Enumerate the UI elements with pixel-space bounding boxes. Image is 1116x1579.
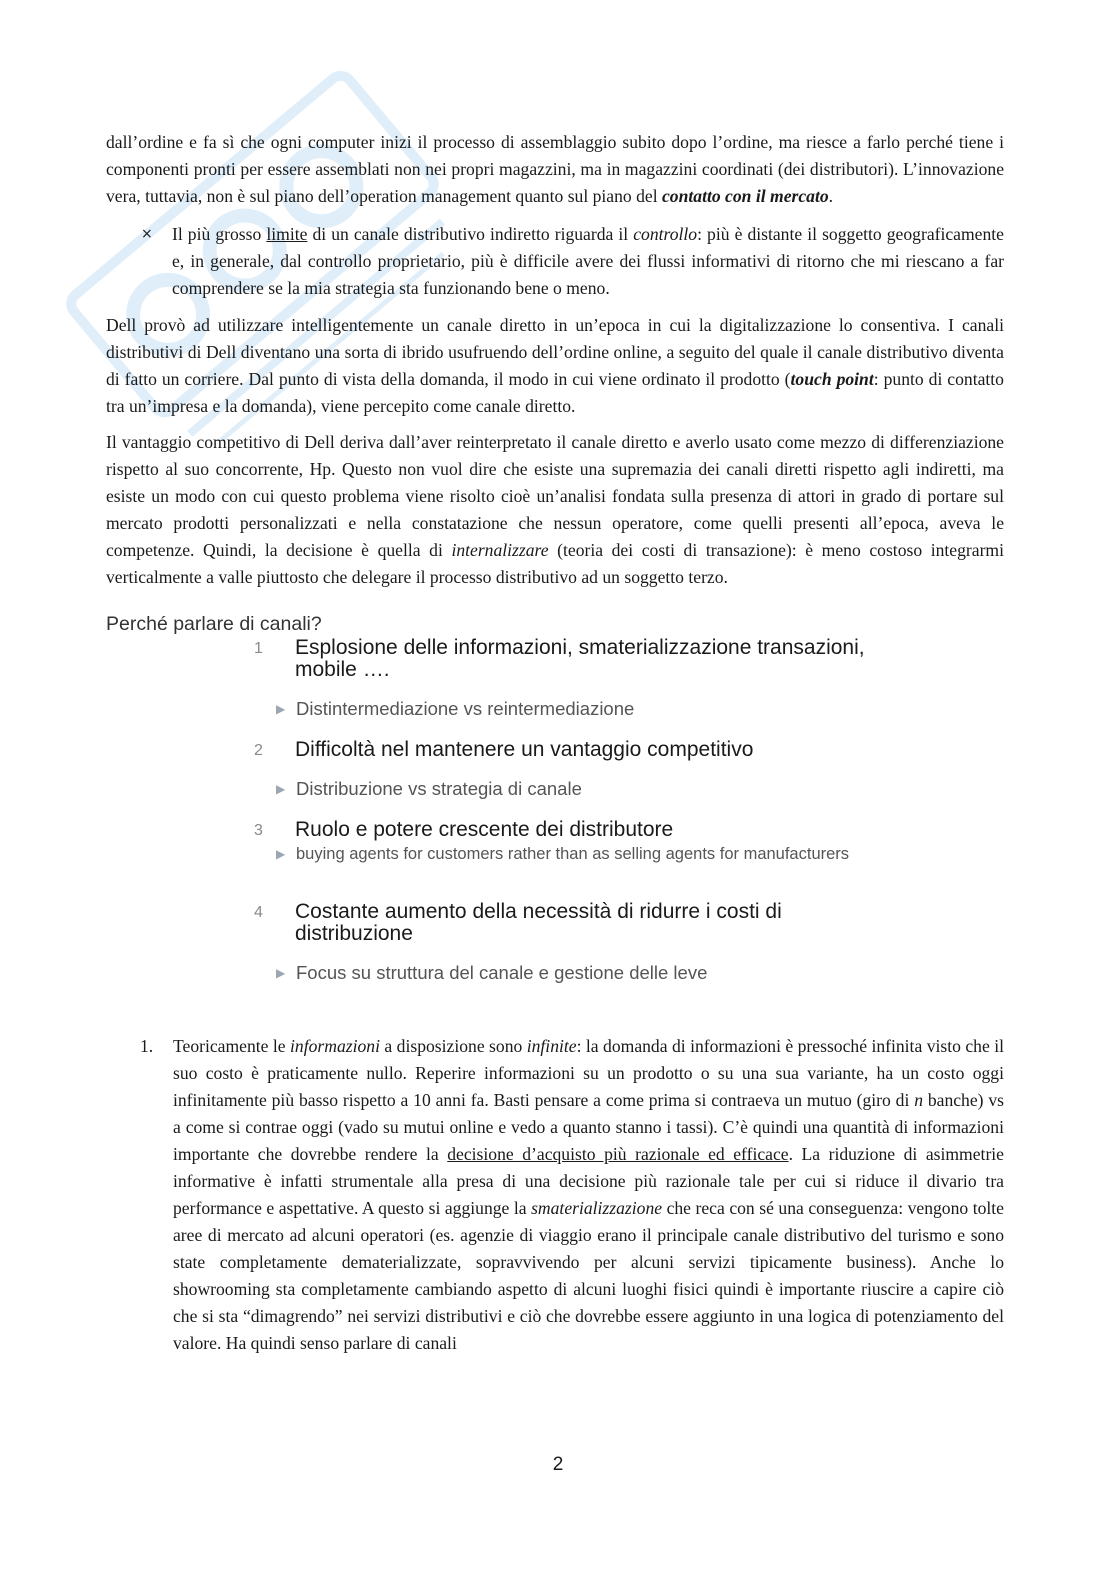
bullet-text: Il più grosso limite di un canale distributivo indiretto riguarda il controllo: più è distante il soggetto geograficamente e, in generale, dal controllo proprietario, più è difficile avere dei flussi informativi di ritorno che mi riescano a far comprendere se la mia strategia sta funzionando bene o meno. — [172, 224, 1004, 298]
triangle-right-icon: ▶ — [276, 782, 286, 796]
figure-item-sub: ▶ buying agents for customers rather than as selling agents for manufacturers — [276, 845, 850, 863]
figure-item-sub: ▶ Distintermediazione vs reintermediazione — [276, 698, 635, 719]
numbered-list — [106, 1033, 1004, 1357]
list-item — [106, 1033, 1004, 1357]
paragraph-vantaggio: Il vantaggio competitivo di Dell deriva dall’aver reinterpretato il canale diretto e averlo usato come mezzo di differenziazione rispetto al suo concorrente, Hp. Questo non vuol dire che esiste una supremazia dei canali diretti rispetto agli indiretti, ma esiste un modo con cui questo problema viene risolto cioè un’analisi fondata sulla presenza di attori in grado di portare sul mercato prodotti personalizzati e nella constatazione che nessun operatore, come quelli presenti all’epoca, aveva le competenze. Quindi, la decisione è quella di internalizzare (teoria dei costi di transazione): è meno costoso integrarmi verticalmente a valle piuttosto che delegare il processo distributivo ad un soggetto terzo. — [106, 432, 1005, 587]
triangle-right-icon: ▶ — [276, 847, 286, 861]
figure-item-number: 1 — [254, 640, 263, 657]
figure-item-sub: ▶ Focus su struttura del canale e gestione delle leve — [276, 962, 708, 983]
figure-item-number: 4 — [254, 904, 263, 921]
figure-item-number: 3 — [254, 822, 263, 839]
list-item-number: 1. — [140, 1036, 154, 1056]
section-title: Perché parlare di canali? — [106, 613, 322, 635]
bullet-limite — [106, 221, 1004, 302]
paragraph-intro: dall’ordine e fa sì che ogni computer inizi il processo di assemblaggio subito dopo l’ordine, ma riesce a farlo perché tiene i componenti pronti per essere assemblati non nei propri magazzini, ma in magazzini coordinati (dei distributori). L’innovazione vera, tuttavia, non è sul piano dell’operation management quanto sul piano del contatto con il mercato. — [106, 132, 1004, 206]
list-item-text: Teoricamente le informazioni a disposizione sono infinite: la domanda di informazioni è pressoché infinita visto che il suo costo è praticamente nullo. Reperire informazioni su un prodotto o su una sua variante, ha un costo oggi infinitamente più basso rispetto a 10 anni fa. Basti pensare a come prima si contraeva un mutuo (giro di n banche) vs a come si contrae oggi (vado su mutui online e vedo a quanto stanno i tassi). C’è quindi una quantità di informazioni importante che dovrebbe rendere la decisione d’acquisto più razionale ed efficace. La riduzione di asimmetrie informative è infatti strumentale alla presa di una decisione più razionale tale per cui si riduce il divario tra performance e aspettative. A questo si aggiunge la smaterializzazione che reca con sé una conseguenza: vengono tolte aree di mercato ad alcuni operatori (es. agenzie di viaggio erano il principale canale distributivo del turismo e sono state completamente dematerializzate, sopravvivendo per alcuni servizi tipicamente business). Anche lo showrooming sta completamente cambiando aspetto di alcuni luoghi fisici quindi è importante riuscire a capire ciò che si sta “dimagrendo” nei servizi distributivi e ciò che dovrebbe essere aggiunto in una logica di potenziamento del valore. Ha quindi senso parlare di canali — [173, 1036, 1004, 1353]
figure-item-sub: ▶ Distribuzione vs strategia di canale — [276, 778, 582, 799]
triangle-right-icon: ▶ — [276, 966, 286, 980]
paragraph-dell: Dell provò ad utilizzare intelligentemente un canale diretto in un’epoca in cui la digitalizzazione lo consentiva. I canali distributivi di Dell diventano una sorta di ibrido usufruendo dell’ordine online, a seguito del quale il canale distributivo diventa di fatto un corriere. Dal punto di vista della domanda, il modo in cui viene ordinato il prodotto (touch point: punto di contatto tra un’impresa e la domanda), viene percepito come canale diretto. — [106, 315, 1004, 416]
slide-figure — [106, 637, 1004, 1017]
figure-item-number: 2 — [254, 742, 263, 759]
figure-item-heading: Costante aumento della necessità di ridurre i costi di distribuzione — [295, 900, 782, 945]
page-number: 2 — [552, 1454, 564, 1475]
figure-item-heading: Esplosione delle informazioni, smaterializzazione transazioni, mobile …. — [295, 636, 865, 681]
bullet-x-icon: × — [141, 226, 153, 242]
triangle-right-icon: ▶ — [276, 702, 286, 716]
figure-item-heading: Difficoltà nel mantenere un vantaggio competitivo — [295, 738, 754, 761]
page-content — [106, 129, 1004, 1357]
figure-item-heading: Ruolo e potere crescente dei distributore — [295, 818, 674, 841]
